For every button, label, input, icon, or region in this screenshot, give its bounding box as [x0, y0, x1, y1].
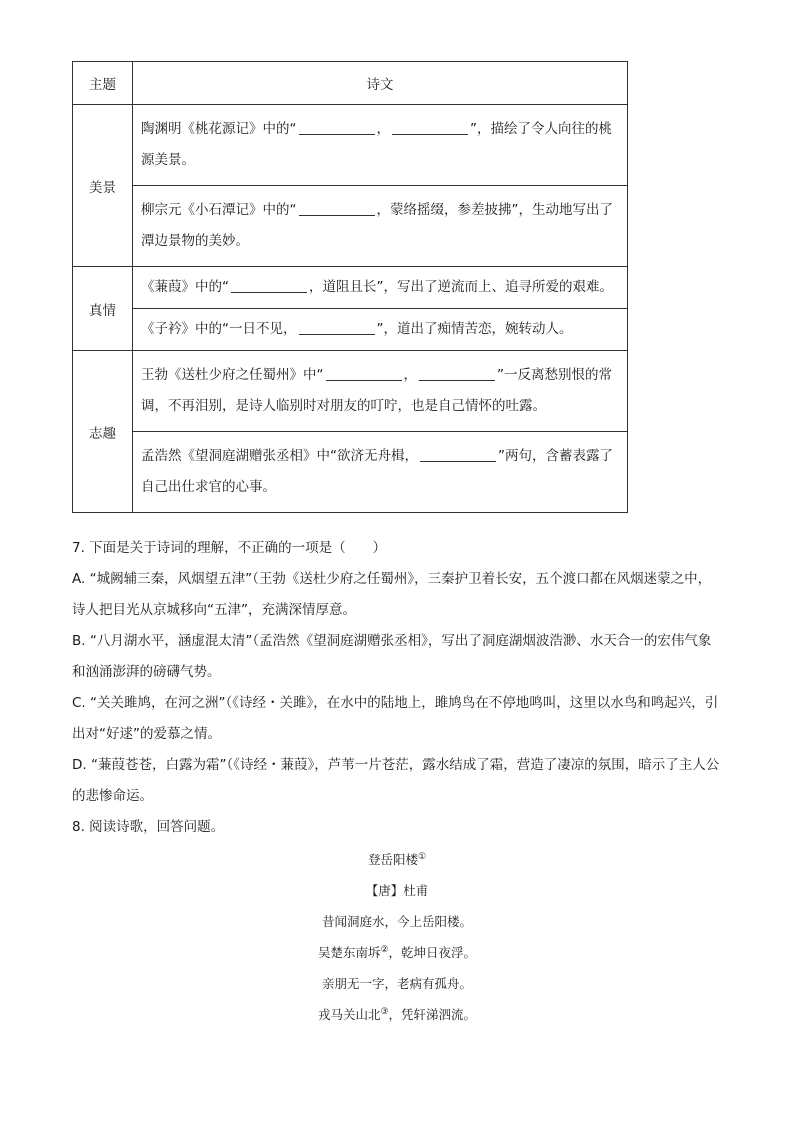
poem-line-text: 戎马关山北 [317, 1007, 381, 1022]
cell-text: ，道阻且长”，写出了逆流而上、追寻所爱的艰难。 [309, 279, 613, 295]
cell-text: 王勃《送杜少府之任蜀州》中“ [141, 367, 324, 383]
answer-blank[interactable] [299, 120, 375, 135]
cell-text: ， [403, 367, 417, 383]
cell-text: 《子衿》中的“一日不见， [141, 321, 297, 337]
option-b: B. “八月湖水平，涵虚混太清”（孟浩然《望洞庭湖赠张丞相》，写出了洞庭湖烟波浩渺、水天合一的宏伟气象和汹涌澎湃的磅礴气势。 [72, 633, 712, 680]
table-row [73, 186, 628, 267]
cell-text: 孟浩然《望洞庭湖赠张丞相》中“欲济无舟楫， [141, 448, 418, 464]
cell-text: ，蒙络摇缀，参差披拂”，生动地写出了潭边景物的美妙。 [141, 202, 613, 249]
table-cell [133, 186, 628, 267]
footnote-marker: ② [380, 944, 389, 955]
footnote-marker: ① [417, 851, 427, 862]
table-header-row [73, 62, 628, 105]
table-row [73, 267, 628, 309]
poem-line-text: ，凭轩涕泗流。 [388, 1007, 477, 1022]
question-8-stem: 8. 阅读诗歌，回答问题。 [72, 819, 225, 835]
cell-text: 《蒹葭》中的“ [141, 279, 229, 295]
table-cell [133, 351, 628, 432]
cell-text: 陶渊明《桃花源记》中的“ [141, 121, 297, 137]
table-row [73, 105, 628, 186]
option-d: D. “蒹葭苍苍，白露为霜”（《诗经・蒹葭》，芦苇一片苍茫，露水结成了霜，营造了凄凉的氛围，暗示了主人公的悲惨命运。 [72, 757, 720, 804]
poem-line: 昔闻洞庭水，今上岳阳楼。 [321, 914, 472, 929]
answer-blank[interactable] [419, 366, 495, 381]
table-row [73, 432, 628, 513]
option-c: C. “关关雎鸠，在河之洲”（《诗经・关雎》，在水中的陆地上，雎鸠鸟在不停地鸣叫，这里以水鸟和鸣起兴，引出对“好逑”的爱慕之情。 [72, 695, 719, 742]
option-a: A. “城阙辅三秦，风烟望五津”（王勃《送杜少府之任蜀州》，三秦护卫着长安，五个渡口都在风烟迷蒙之中，诗人把目光从京城移向“五津”，充满深情厚意。 [72, 571, 712, 618]
poem-theme-table [72, 61, 628, 513]
table-cell [133, 105, 628, 186]
poem-line [0, 943, 794, 961]
answer-blank[interactable] [420, 447, 496, 462]
poem-line [0, 1005, 794, 1023]
poem-line-text: ，乾坤日夜浮。 [388, 945, 477, 960]
table-row [73, 309, 628, 351]
footnote-marker: ③ [380, 1006, 389, 1017]
answer-blank[interactable] [299, 320, 375, 335]
question-stem: 7. 下面是关于诗词的理解，不正确的一项是（ ） [72, 540, 387, 556]
answer-blank[interactable] [231, 278, 307, 293]
theme-cell: 真情 [73, 267, 133, 351]
answer-blank[interactable] [392, 120, 468, 135]
poem-line: 亲朋无一字，老病有孤舟。 [321, 976, 472, 991]
question-7 [72, 533, 722, 843]
header-poem: 诗文 [133, 62, 628, 105]
cell-text: ”，描绘了令人向往的桃源美景。 [141, 121, 612, 168]
poem-title [0, 850, 794, 868]
theme-cell: 美景 [73, 105, 133, 267]
cell-text: ”两句，含蓄表露了自己出仕求官的心事。 [141, 448, 613, 495]
table-row [73, 351, 628, 432]
cell-text: ， [376, 121, 390, 137]
cell-text: ”一反离愁别恨的常调，不再泪别，是诗人临别时对朋友的叮咛，也是自己情怀的吐露。 [141, 367, 612, 414]
theme-cell: 志趣 [73, 351, 133, 513]
poem-author: 【唐】杜甫 [365, 883, 429, 898]
cell-text: 柳宗元《小石潭记》中的“ [141, 202, 297, 218]
answer-blank[interactable] [326, 366, 402, 381]
table-cell [133, 267, 628, 309]
cell-text: ”，道出了痴情苦恋，婉转动人。 [376, 321, 573, 337]
table-cell [133, 432, 628, 513]
poem-title-text: 登岳阳楼 [367, 852, 418, 867]
header-theme: 主题 [73, 62, 133, 105]
table-cell [133, 309, 628, 351]
answer-blank[interactable] [299, 201, 375, 216]
poem-line-text: 吴楚东南坼 [317, 945, 381, 960]
